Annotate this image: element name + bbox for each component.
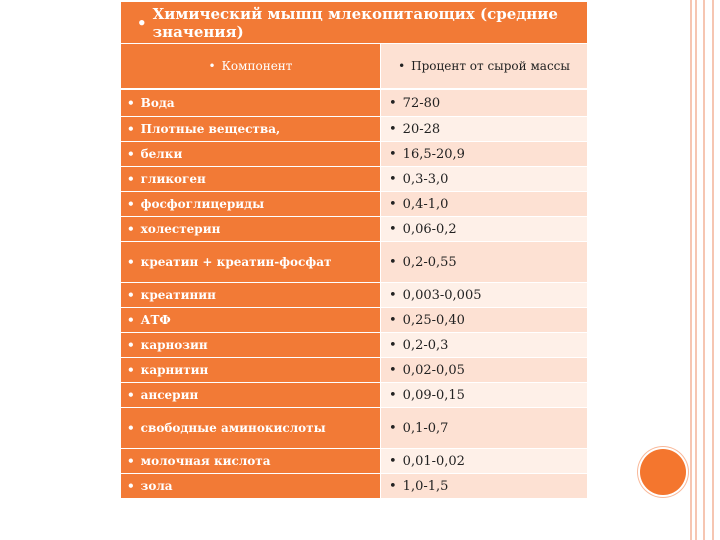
cell-percent — [381, 90, 587, 116]
percent-value: 0,2-0,3 — [402, 337, 449, 353]
bullet-icon: • — [127, 147, 135, 161]
bullet-icon: • — [127, 479, 135, 493]
component-name: карнозин — [140, 338, 208, 352]
bullet-icon: • — [127, 363, 135, 377]
percent-value: 0,3-3,0 — [402, 171, 449, 187]
cell-component — [121, 449, 381, 473]
bullet-icon: • — [127, 421, 135, 435]
table-row — [121, 383, 587, 408]
bullet-icon: • — [208, 59, 216, 73]
bullet-icon: • — [389, 146, 397, 162]
table-row — [121, 242, 587, 283]
table-row — [121, 358, 587, 383]
component-name: гликоген — [140, 172, 206, 186]
column-header-label: Компонент — [221, 59, 293, 73]
cell-component — [121, 217, 381, 241]
table-row — [121, 283, 587, 308]
cell-percent — [381, 474, 587, 498]
percent-value: 0,2-0,55 — [402, 254, 457, 270]
bullet-icon: • — [389, 121, 397, 137]
cell-component — [121, 242, 381, 282]
cell-component — [121, 90, 381, 116]
cell-component — [121, 117, 381, 141]
decorative-stripe — [712, 0, 714, 540]
decorative-stripe — [695, 0, 697, 540]
table-row — [121, 449, 587, 474]
bullet-icon: • — [389, 478, 397, 494]
component-name: холестерин — [140, 222, 221, 236]
composition-table — [121, 2, 587, 499]
component-name: свободные аминокислоты — [140, 421, 326, 435]
cell-component — [121, 383, 381, 407]
cell-component — [121, 358, 381, 382]
percent-value: 0,01-0,02 — [402, 453, 465, 469]
table-row — [121, 474, 587, 499]
table-row — [121, 192, 587, 217]
bullet-icon: • — [127, 454, 135, 468]
cell-percent — [381, 383, 587, 407]
cell-component — [121, 474, 381, 498]
decorative-stripe — [703, 0, 705, 540]
component-name: фосфоглицериды — [140, 197, 265, 211]
table-body — [121, 90, 587, 499]
percent-value: 16,5-20,9 — [402, 146, 465, 162]
component-name: молочная кислота — [140, 454, 271, 468]
percent-value: 0,25-0,40 — [402, 312, 465, 328]
percent-value: 0,1-0,7 — [402, 420, 449, 436]
bullet-icon: • — [127, 288, 135, 302]
component-name: белки — [140, 147, 183, 161]
percent-value: 0,06-0,2 — [402, 221, 457, 237]
column-header-component — [121, 44, 381, 88]
table-row — [121, 142, 587, 167]
cell-component — [121, 308, 381, 332]
percent-value: 1,0-1,5 — [402, 478, 449, 494]
component-name: ансерин — [140, 388, 199, 402]
column-header-label: Процент от сырой массы — [411, 59, 570, 73]
bullet-icon: • — [389, 221, 397, 237]
table-row — [121, 217, 587, 242]
bullet-icon: • — [389, 287, 397, 303]
bullet-icon: • — [127, 313, 135, 327]
bullet-icon: • — [389, 420, 397, 436]
component-name: Плотные вещества, — [140, 122, 281, 136]
bullet-icon: • — [389, 171, 397, 187]
cell-percent — [381, 449, 587, 473]
percent-value: 0,4-1,0 — [402, 196, 449, 212]
table-row — [121, 90, 587, 117]
table-row — [121, 117, 587, 142]
table-row — [121, 333, 587, 358]
bullet-icon: • — [398, 59, 406, 73]
cell-percent — [381, 117, 587, 141]
cell-percent — [381, 408, 587, 448]
bullet-icon: • — [127, 197, 135, 211]
bullet-icon: • — [127, 172, 135, 186]
cell-component — [121, 167, 381, 191]
component-name: зола — [140, 479, 173, 493]
percent-value: 20-28 — [402, 121, 441, 137]
bullet-icon: • — [127, 338, 135, 352]
table-row — [121, 167, 587, 192]
bullet-icon: • — [389, 362, 397, 378]
percent-value: 0,09-0,15 — [402, 387, 465, 403]
cell-percent — [381, 358, 587, 382]
cell-component — [121, 283, 381, 307]
cell-percent — [381, 308, 587, 332]
cell-component — [121, 408, 381, 448]
cell-percent — [381, 283, 587, 307]
decorative-circle — [640, 449, 686, 495]
bullet-icon: • — [389, 453, 397, 469]
bullet-icon: • — [127, 388, 135, 402]
table-title: Химический мышц млекопитающих (средние значения) — [152, 4, 558, 41]
bullet-icon: • — [389, 387, 397, 403]
table-title-row — [121, 2, 587, 44]
percent-value: 0,003-0,005 — [402, 287, 482, 303]
percent-value: 72-80 — [402, 95, 441, 111]
bullet-icon: • — [127, 255, 135, 269]
component-name: Вода — [140, 96, 175, 110]
component-name: креатинин — [140, 288, 216, 302]
component-name: креатин + креатин-фосфат — [140, 255, 332, 269]
column-header-percent — [381, 44, 587, 88]
bullet-icon: • — [389, 196, 397, 212]
cell-percent — [381, 192, 587, 216]
percent-value: 0,02-0,05 — [402, 362, 465, 378]
cell-component — [121, 333, 381, 357]
bullet-icon: • — [389, 95, 397, 111]
bullet-icon: • — [137, 13, 147, 32]
table-row — [121, 308, 587, 333]
bullet-icon: • — [389, 254, 397, 270]
cell-component — [121, 142, 381, 166]
cell-percent — [381, 333, 587, 357]
table-row — [121, 408, 587, 449]
cell-percent — [381, 142, 587, 166]
component-name: АТФ — [140, 313, 171, 327]
table-header-row — [121, 44, 587, 90]
component-name: карнитин — [140, 363, 209, 377]
decorative-stripe — [690, 0, 692, 540]
cell-percent — [381, 217, 587, 241]
bullet-icon: • — [389, 337, 397, 353]
bullet-icon: • — [127, 122, 135, 136]
cell-percent — [381, 242, 587, 282]
cell-percent — [381, 167, 587, 191]
bullet-icon: • — [127, 222, 135, 236]
bullet-icon: • — [127, 96, 135, 110]
bullet-icon: • — [389, 312, 397, 328]
cell-component — [121, 192, 381, 216]
